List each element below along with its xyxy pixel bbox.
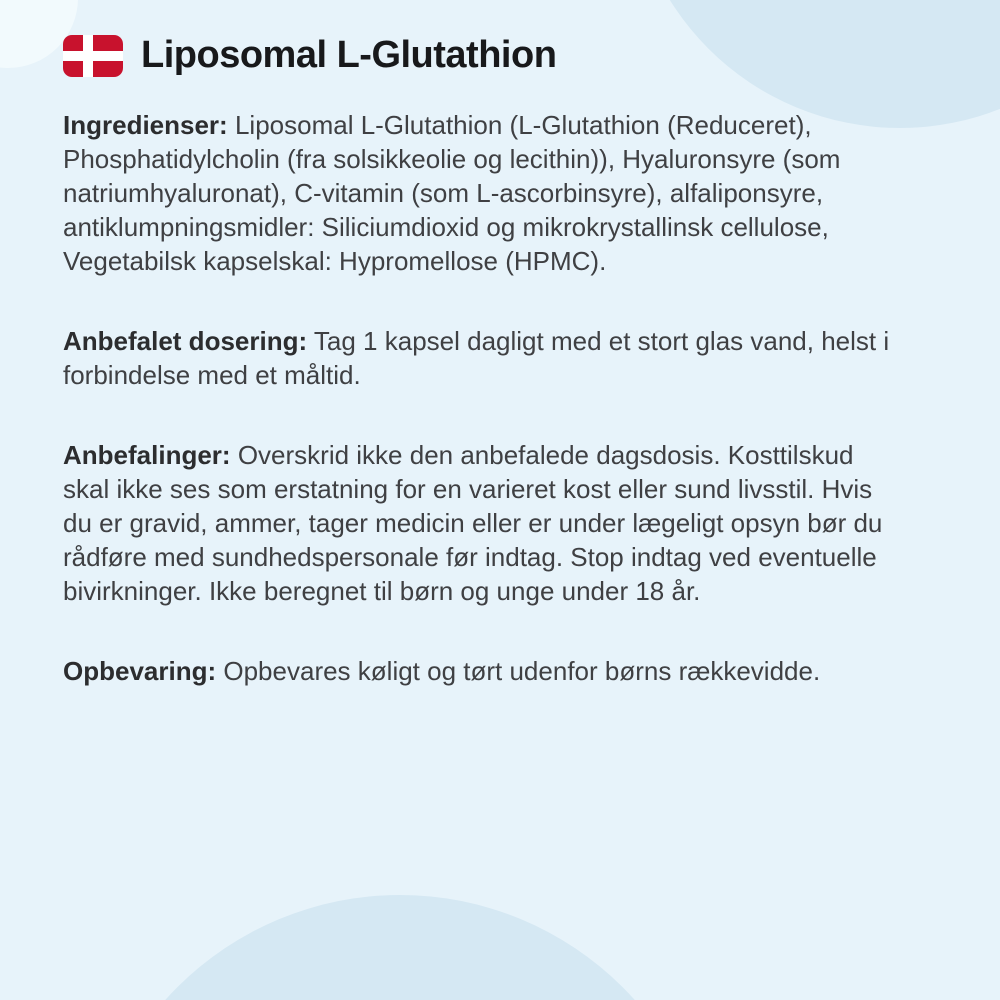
section-storage (63, 654, 893, 688)
label-content (63, 108, 893, 734)
section-recommended-dosage-label: Anbefalet dosering: (63, 326, 308, 356)
section-storage-label: Opbevaring: (63, 656, 217, 686)
page-title: Liposomal L-Glutathion (141, 34, 557, 76)
section-recommendations-text: Overskrid ikke den anbefalede dagsdosis. Kosttilskud skal ikke ses som erstatning for en varieret kost eller sund livsstil. Hvis du er gravid, ammer, tager medicin eller er under lægeligt opsyn bør du rådføre med sundhedspersonale før indtag. Stop indtag ved eventuelle bivirkninger. Ikke beregnet til børn og unge under 18 år. (63, 440, 883, 606)
denmark-flag-icon (63, 35, 123, 77)
flag-cross-horizontal (63, 51, 123, 61)
section-recommended-dosage (63, 324, 893, 392)
section-ingredients-label: Ingredienser: (63, 110, 228, 140)
section-storage-text: Opbevares køligt og tørt udenfor børns rækkevidde. (223, 656, 821, 686)
section-ingredients (63, 108, 893, 278)
section-recommendations (63, 438, 893, 608)
section-recommended-dosage-text: Tag 1 kapsel dagligt med et stort glas vand, helst i forbindelse med et måltid. (63, 326, 890, 390)
decor-circle-bottom (85, 895, 715, 1000)
header (63, 34, 556, 77)
section-recommendations-label: Anbefalinger: (63, 440, 231, 470)
section-ingredients-text: Liposomal L-Glutathion (L-Glutathion (Reduceret), Phosphatidylcholin (fra solsikkeolie og lecithin)), Hyaluronsyre (som natriumhyaluronat), C-vitamin (som L-ascorbinsyre), alfaliponsyre, antiklumpningsmidler: Siliciumdioxid og mikrokrystallinsk cellulose, Vegetabilsk kapselskal: Hypromellose (HPMC). (63, 110, 841, 276)
